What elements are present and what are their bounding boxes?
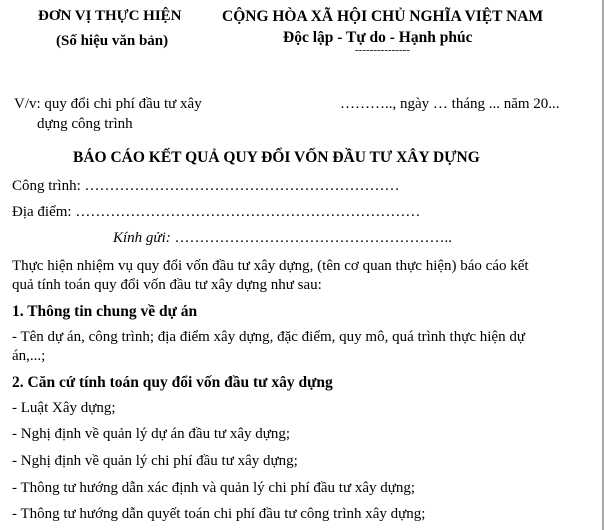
location-field: Địa điểm: …………………………………………………………… [12,204,421,220]
section-1-item-line-1: - Tên dự án, công trình; địa điểm xây dựng, đặc điểm, quy mô, quá trình thực hiện dự [12,329,525,345]
recipient-dots: ……………………………………………….. [170,230,453,246]
report-title: BÁO CÁO KẾT QUẢ QUY ĐỔI VỐN ĐẦU TƯ XÂY DỰNG [73,149,480,166]
recipient-label: Kính gửi: [113,230,171,246]
intro-line-2: quả tính toán quy đổi vốn đầu tư xây dựng như sau: [12,277,322,293]
basis-item: - Nghị định về quản lý dự án đầu tư xây dựng; [12,426,291,442]
project-field: Công trình: ……………………………………………………… [12,178,400,194]
subject-line-1: V/v: quy đổi chi phí đầu tư xây [14,96,202,112]
recipient-field [113,230,452,247]
intro-line-1: Thực hiện nhiệm vụ quy đổi vốn đầu tư xây dựng, (tên cơ quan thực hiện) báo cáo kết [12,258,529,274]
basis-item: - Thông tư hướng dẫn quyết toán chi phí đầu tư công trình xây dựng; [12,506,426,522]
document-number-placeholder: (Số hiệu văn bản) [56,33,169,49]
issuing-org-name: ĐƠN VỊ THỰC HIỆN [38,8,182,24]
basis-item: - Thông tư hướng dẫn xác định và quản lý chi phí đầu tư xây dựng; [12,480,416,496]
place-date-line: ……….., ngày … tháng ... năm 20... [340,96,560,112]
section-1-heading: 1. Thông tin chung về dự án [12,303,198,320]
section-1-item-line-2: án,...; [12,348,46,364]
section-2-heading: 2. Căn cứ tính toán quy đổi vốn đầu tư xây dựng [12,374,333,391]
national-title: CỘNG HÒA XÃ HỘI CHỦ NGHĨA VIỆT NAM [222,8,544,25]
basis-item: - Nghị định về quản lý chi phí đầu tư xây dựng; [12,453,298,469]
basis-item: - Luật Xây dựng; [12,400,116,416]
motto-underline: --------------- [355,44,410,56]
subject-line-2: dựng công trình [37,116,133,132]
national-motto: Độc lập - Tự do - Hạnh phúc [283,29,473,46]
